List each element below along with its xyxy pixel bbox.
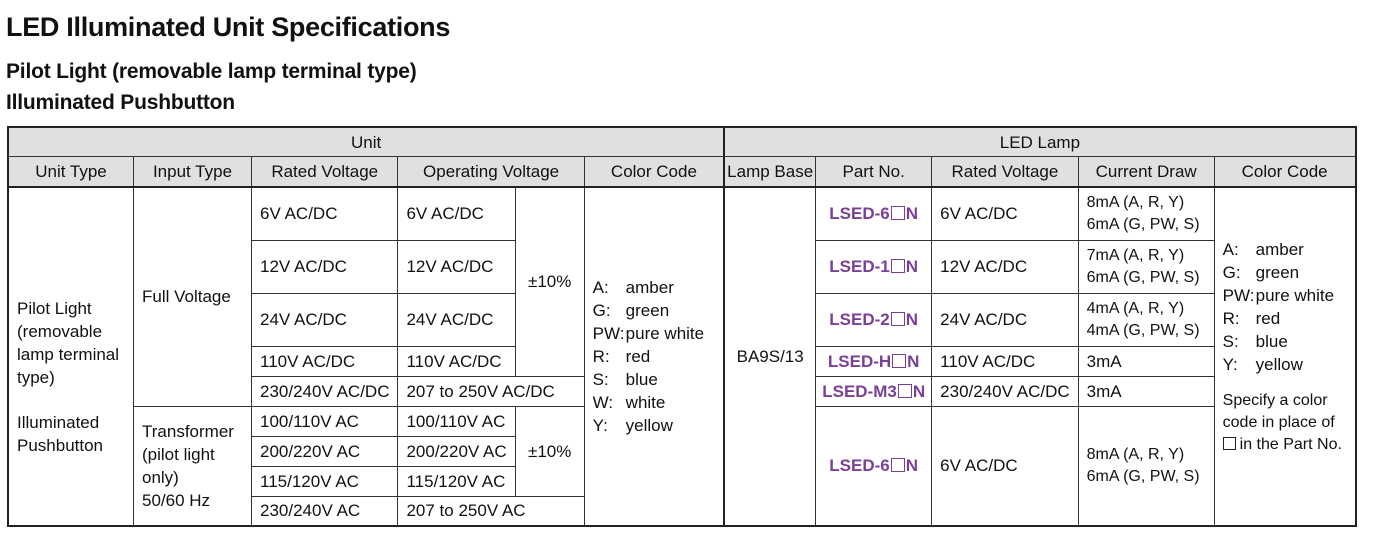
unit-color-code: G:: [592, 301, 611, 320]
rated-voltage-cell: 200/220V AC: [252, 436, 398, 466]
part-no-cell: LSED-2 N: [816, 293, 932, 346]
square-placeholder-icon: [891, 206, 905, 220]
operating-voltage-cell: 110V AC/DC: [398, 346, 515, 376]
led-color-code: S:: [1222, 332, 1239, 351]
unit-color-code: PW:: [592, 324, 625, 343]
led-rated-cell: 24V AC/DC: [932, 293, 1078, 346]
led-color-codes: [1214, 187, 1356, 526]
rated-voltage-cell: 115/120V AC: [252, 466, 398, 496]
col-input-type: Input Type: [134, 157, 252, 188]
led-rated-cell: 6V AC/DC: [932, 406, 1078, 526]
col-part-no: Part No.: [816, 157, 932, 188]
current-draw-cell: 3mA: [1078, 346, 1214, 376]
part-no-cell: LSED-M3 N: [816, 376, 932, 406]
square-placeholder-icon: [892, 354, 906, 368]
unit-type-removable: (removable lamp terminal type): [17, 321, 120, 387]
unit-color-code: R:: [592, 347, 610, 366]
unit-color-name: red: [625, 347, 651, 366]
part-no-cell: LSED-H N: [816, 346, 932, 376]
led-color-name: amber: [1255, 240, 1304, 259]
led-color-name: red: [1255, 309, 1281, 328]
input-type-full-voltage: Full Voltage: [134, 187, 252, 406]
part-no-cell: LSED-1 N: [816, 240, 932, 293]
unit-color-code: A:: [592, 278, 609, 297]
part-no-cell: LSED-6 N: [816, 406, 932, 526]
led-color-name: green: [1255, 263, 1300, 282]
square-placeholder-icon: [891, 259, 905, 273]
rated-voltage-cell: 6V AC/DC: [252, 187, 398, 240]
col-led-rated-voltage: Rated Voltage: [932, 157, 1078, 188]
rated-voltage-cell: 230/240V AC: [252, 496, 398, 526]
unit-type-cell: [8, 187, 134, 526]
col-current-draw: Current Draw: [1078, 157, 1214, 188]
tolerance-transformer: ±10%: [515, 406, 584, 496]
unit-color-code: W:: [592, 393, 614, 412]
current-draw-cell: 7mA (A, R, Y) 6mA (G, PW, S): [1078, 240, 1214, 293]
unit-color-name: blue: [625, 370, 658, 389]
led-color-name: pure white: [1255, 286, 1335, 305]
current-draw-cell: 8mA (A, R, Y) 6mA (G, PW, S): [1078, 187, 1214, 240]
lamp-base-cell: BA9S/13: [724, 187, 816, 526]
table-row: [8, 187, 1356, 240]
current-draw-cell: 3mA: [1078, 376, 1214, 406]
led-color-code: R:: [1222, 309, 1240, 328]
col-rated-voltage: Rated Voltage: [252, 157, 398, 188]
col-lamp-base: Lamp Base: [724, 157, 816, 188]
tolerance-full: ±10%: [515, 187, 584, 376]
col-unit-type: Unit Type: [8, 157, 134, 188]
led-rated-cell: 110V AC/DC: [932, 346, 1078, 376]
operating-voltage-cell: 100/110V AC: [398, 406, 515, 436]
rated-voltage-cell: 24V AC/DC: [252, 293, 398, 346]
led-color-name: blue: [1255, 332, 1288, 351]
operating-voltage-cell: 200/220V AC: [398, 436, 515, 466]
led-color-code: PW:: [1222, 286, 1255, 305]
led-color-code: G:: [1222, 263, 1241, 282]
col-operating-voltage: Operating Voltage: [398, 157, 584, 188]
part-no-cell: LSED-6 N: [816, 187, 932, 240]
led-color-code: A:: [1222, 240, 1239, 259]
operating-voltage-cell: 207 to 250V AC/DC: [398, 376, 584, 406]
subtitle-pushbutton: Illuminated Pushbutton: [6, 91, 235, 114]
group-header-unit: Unit: [8, 127, 724, 157]
square-placeholder-icon: [898, 384, 912, 398]
operating-voltage-cell: 207 to 250V AC: [398, 496, 584, 526]
led-rated-cell: 12V AC/DC: [932, 240, 1078, 293]
operating-voltage-cell: 24V AC/DC: [398, 293, 515, 346]
unit-color-name: amber: [625, 278, 674, 297]
unit-color-name: pure white: [625, 324, 705, 343]
unit-color-code: S:: [592, 370, 609, 389]
current-draw-cell: 4mA (A, R, Y) 4mA (G, PW, S): [1078, 293, 1214, 346]
unit-color-name: green: [625, 301, 670, 320]
square-placeholder-icon: [891, 458, 905, 472]
unit-color-name: white: [625, 393, 666, 412]
unit-type-pushbutton: Illuminated Pushbutton: [17, 412, 104, 455]
rated-voltage-cell: 100/110V AC: [252, 406, 398, 436]
rated-voltage-cell: 230/240V AC/DC: [252, 376, 398, 406]
unit-color-name: yellow: [625, 416, 673, 435]
unit-type-pilot-light: Pilot Light: [17, 298, 92, 318]
square-placeholder-icon: [1223, 437, 1236, 450]
input-type-transformer: Transformer (pilot light only) 50/60 Hz: [134, 406, 252, 526]
operating-voltage-cell: 6V AC/DC: [398, 187, 515, 240]
led-rated-cell: 6V AC/DC: [932, 187, 1078, 240]
group-header-led-lamp: LED Lamp: [724, 127, 1355, 157]
current-draw-cell: 8mA (A, R, Y) 6mA (G, PW, S): [1078, 406, 1214, 526]
operating-voltage-cell: 115/120V AC: [398, 466, 515, 496]
col-color-code: Color Code: [584, 157, 724, 188]
unit-color-codes: [584, 187, 724, 526]
col-led-color-code: Color Code: [1214, 157, 1356, 188]
led-color-name: yellow: [1255, 355, 1303, 374]
square-placeholder-icon: [891, 312, 905, 326]
spec-table: [7, 126, 1357, 527]
page-title: LED Illuminated Unit Specifications: [6, 12, 451, 42]
led-rated-cell: 230/240V AC/DC: [932, 376, 1078, 406]
unit-color-code: Y:: [592, 416, 608, 435]
operating-voltage-cell: 12V AC/DC: [398, 240, 515, 293]
rated-voltage-cell: 110V AC/DC: [252, 346, 398, 376]
subtitle-pilot-light: Pilot Light (removable lamp terminal type): [6, 60, 417, 83]
rated-voltage-cell: 12V AC/DC: [252, 240, 398, 293]
specify-note: Specify a color code in place of in the Part No.: [1222, 392, 1342, 453]
led-color-code: Y:: [1222, 355, 1238, 374]
